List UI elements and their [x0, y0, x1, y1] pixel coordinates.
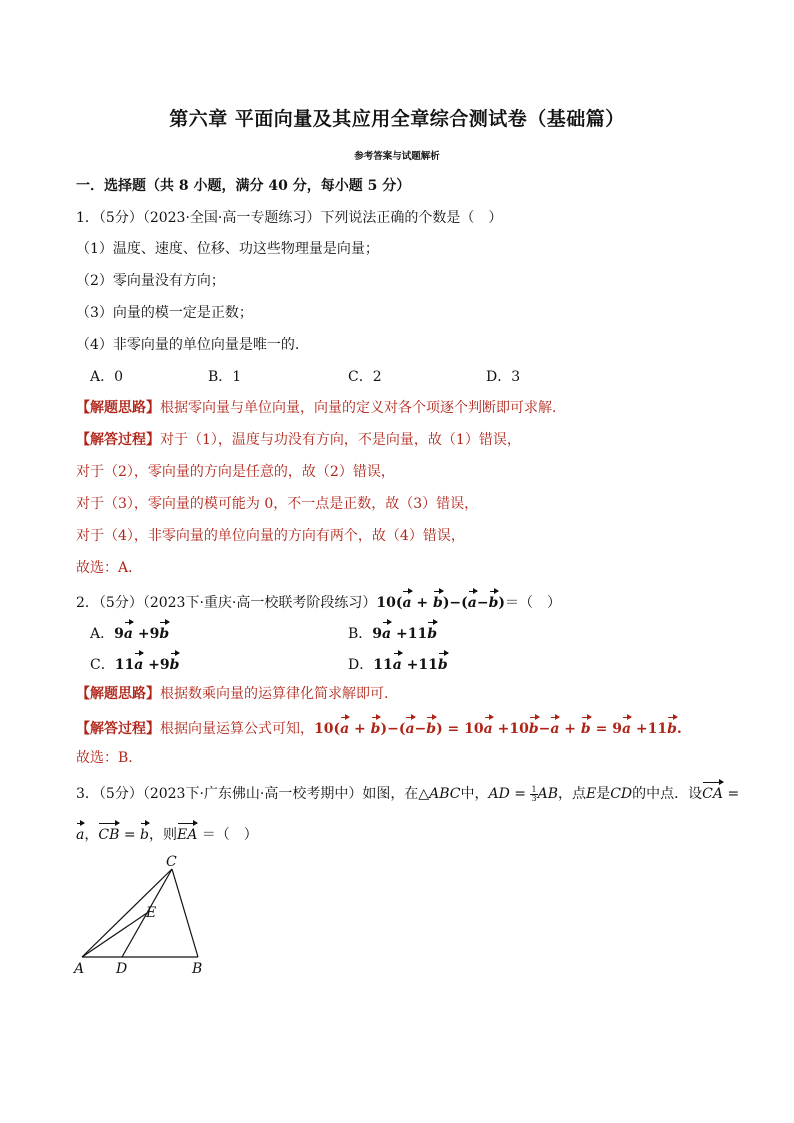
- q2-process: [76, 716, 682, 739]
- hint-text: 根据数乘向量的运算律化简求解即可.: [160, 686, 389, 702]
- q2-option-d: D．11a +11b: [348, 652, 448, 675]
- q1-process-line: 对于（2），零向量的方向是任意的，故（2）错误，: [76, 464, 395, 480]
- q1-item: （1）温度、速度、位移、功这些物理量是向量；: [76, 241, 379, 257]
- q2-answer: 故选：B.: [76, 750, 133, 766]
- q1-process-line: 对于（3），零向量的模可能为 0，不一点是正数，故（3）错误，: [76, 496, 479, 512]
- label-e: E: [146, 905, 157, 921]
- q2-option-b: B．9a +11b: [348, 621, 437, 644]
- segment-ae: [82, 913, 147, 957]
- label-a: A: [74, 961, 85, 977]
- section-heading: 一．选择题（共 8 小题，满分 40 分，每小题 5 分）: [76, 178, 411, 194]
- q1-answer: 故选：A．: [76, 560, 143, 576]
- label-b: B: [192, 961, 203, 977]
- hint-tag: 【解题思路】: [76, 686, 160, 702]
- q2-stem: [76, 590, 561, 613]
- q1-item: （2）零向量没有方向；: [76, 273, 225, 289]
- process-text: 根据向量运算公式可知，: [160, 721, 314, 737]
- q1-item: （3）向量的模一定是正数；: [76, 305, 253, 321]
- process-tag: 【解答过程】: [76, 721, 160, 737]
- q1-option-a: A．0: [90, 369, 124, 385]
- hint-tag: 【解题思路】: [76, 400, 160, 416]
- q1-process: [76, 430, 521, 450]
- page-title: 第六章 平面向量及其应用全章综合测试卷（基础篇）: [169, 108, 625, 130]
- q2-hint: [76, 684, 388, 704]
- q1-stem: 1．（5分）（2023·全国·高一专题练习）下列说法正确的个数是（ ）: [76, 210, 503, 226]
- q1-option-d: D．3: [486, 369, 521, 385]
- label-c: C: [166, 855, 177, 870]
- q2-option-a: A．9a +9b: [90, 621, 169, 644]
- segment-ac: [82, 869, 172, 957]
- q3-stem-line2: a，CB = b，则EA ＝（ ）: [76, 822, 258, 845]
- process-text: 对于（1），温度与功没有方向，不是向量，故（1）错误，: [160, 432, 521, 448]
- q2-expression: 10(a + b)−(a−b): [376, 595, 505, 611]
- q1-hint: [76, 398, 566, 418]
- q2-stem-prefix: 2．（5分）（2023下·重庆·高一校联考阶段练习）: [76, 595, 377, 611]
- q1-item: （4）非零向量的单位向量是唯一的.: [76, 337, 300, 353]
- q3-stem: 3．（5分）（2023下·广东佛山·高一校考期中）如图，在△ABC中，AD = $\frac{1}{3}$ AB，点E是CD的中点．设CA =: [76, 781, 739, 804]
- triangle-figure: [70, 855, 230, 985]
- q1-option-b: B．1: [208, 369, 242, 385]
- q2-derivation: 10(a + b)−(a−b) = 10a +10b−a + b = 9a +11b.: [314, 721, 682, 737]
- process-tag: 【解答过程】: [76, 432, 160, 448]
- q2-option-c: C．11a +9b: [90, 652, 179, 675]
- page-subtitle: 参考答案与试题解析: [354, 151, 440, 162]
- q1-process-line: 对于（4），非零向量的单位向量的方向有两个，故（4）错误，: [76, 528, 465, 544]
- hint-text: 根据零向量与单位向量，向量的定义对各个项逐个判断即可求解．: [160, 400, 566, 416]
- q2-stem-suffix: ＝（ ）: [505, 595, 562, 611]
- label-d: D: [116, 961, 128, 977]
- segment-cb: [172, 869, 198, 957]
- q1-option-c: C．2: [348, 369, 382, 385]
